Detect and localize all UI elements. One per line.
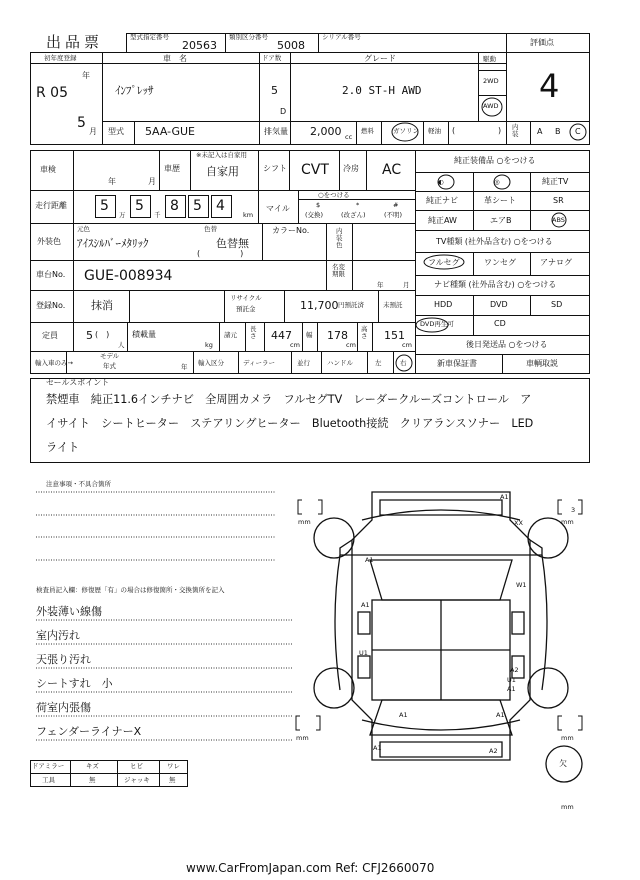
note-item-4: シートすれ 小 — [36, 677, 113, 690]
damage-mark: A1 — [500, 493, 509, 501]
damage-mark: A1 — [373, 744, 382, 752]
len-value: 447 — [271, 329, 292, 342]
reg-label: 登録No. — [36, 301, 66, 310]
doc-manual: 車輌取説 — [526, 359, 558, 368]
capacity-unit: 人 — [118, 341, 125, 349]
car-diagram — [335, 492, 547, 760]
equip-navi: 純正ナビ — [426, 196, 458, 205]
fuel-label: 燃料 — [361, 127, 374, 135]
handle-right: 右 — [400, 359, 407, 367]
interior-color-label: 内装色 — [336, 227, 343, 250]
color-change-paren: ( ) — [197, 249, 244, 258]
navi-dvd-play: DVD再生可 — [420, 320, 454, 328]
navi-title: ナビ種類 (社外品含む) ○をつける — [434, 280, 557, 289]
color-no-label: カラーNo. — [272, 226, 310, 235]
displacement-value: 2,000 — [310, 125, 342, 138]
mm-label: mm — [561, 803, 574, 811]
mileage-sen: 千 — [154, 211, 161, 219]
mileage-man: 万 — [119, 211, 126, 219]
interior-c: C — [575, 127, 581, 136]
import-parallel: 並行 — [297, 359, 310, 367]
mile-swap-txt: (交換) — [305, 211, 324, 219]
drive-2wd: 2WD — [483, 77, 499, 85]
name-change-label: 名変期限 — [332, 263, 345, 279]
tools-value-1: 工具 — [42, 776, 55, 784]
tv-analog: アナログ — [540, 258, 572, 267]
import-label: 輸入車のみ→ — [35, 359, 73, 367]
history-note: ※未記入は自家用 — [196, 151, 247, 159]
type-cert-label: 型式指定番号 — [130, 33, 169, 41]
shift-label: シフト — [263, 164, 287, 173]
doc-warranty: 新車保証書 — [437, 359, 477, 368]
equip-airbag: エアB — [490, 216, 512, 225]
ac-label: 冷房 — [343, 164, 359, 173]
mileage-unit: km — [243, 211, 254, 219]
type-cert-value: 20563 — [182, 39, 217, 52]
ac-value: AC — [382, 162, 402, 178]
damage-mark: U1 — [507, 676, 516, 684]
color-tone-label: 色替 — [204, 225, 217, 233]
mm-label: mm — [298, 518, 311, 526]
tv-oneseg: ワンセグ — [484, 258, 516, 267]
eval-score: 4 — [539, 67, 560, 105]
model-year-unit: 年 — [181, 363, 188, 371]
caution-label: 注意事項・不具合箇所 — [46, 480, 111, 488]
recycle-paid: 円預託済 — [338, 301, 364, 309]
handle-label: ハンドル — [327, 359, 353, 367]
model-value: 5AA-GUE — [145, 125, 196, 138]
door-value: 5 — [271, 84, 278, 97]
damage-mark: W1 — [516, 581, 527, 589]
hei-unit: cm — [402, 341, 412, 349]
fuel-gas: ガソリン — [393, 127, 419, 135]
capacity-value: 5 — [86, 329, 93, 342]
shaken-year: 年 — [108, 177, 116, 186]
tools-value-4: 無 — [169, 776, 176, 784]
tv-title: TV種類 (社外品含む) ○をつける — [436, 237, 553, 246]
interior-b: B — [555, 127, 561, 136]
note-item-1: 外装薄い線傷 — [36, 605, 102, 618]
equip-sr: SR — [553, 196, 564, 205]
equip-leather-icon: ◎ — [494, 178, 500, 186]
history-label: 車歴 — [164, 164, 180, 173]
drive-awd: AWD — [483, 102, 499, 110]
color-orig-label: 元色 — [77, 225, 90, 233]
displacement-unit: cc — [345, 133, 353, 141]
tv-fullseg: フルセグ — [428, 258, 460, 267]
recycle-value: 11,700 — [300, 299, 339, 312]
equip-tv: 純正TV — [542, 177, 569, 186]
fuel-diesel: 軽油 — [428, 127, 441, 135]
recycle-label-2: 預託金 — [236, 305, 256, 313]
name-change-year: 年 — [377, 281, 384, 289]
reg-value: 抹消 — [91, 299, 113, 312]
hei-label: 高さ — [361, 325, 368, 341]
damage-mark: A2 — [510, 666, 519, 674]
equip-aw: 純正AW — [428, 216, 457, 225]
mile-unknown-txt: (不明) — [384, 211, 403, 219]
mile-swap-sym: $ — [316, 201, 321, 209]
later-docs-title: 後日発送品 ○をつける — [466, 340, 548, 349]
tools-header-3: ヒビ — [130, 762, 143, 770]
dims-label: 諸元 — [224, 331, 237, 339]
navi-dvd: DVD — [490, 300, 508, 309]
recycle-label-1: リサイクル — [230, 294, 262, 302]
load-label: 積載量 — [132, 330, 156, 339]
navi-sd: SD — [551, 300, 563, 309]
capacity-label: 定員 — [42, 331, 58, 340]
tools-header-4: ワレ — [167, 762, 180, 770]
tire-note: 3 — [571, 506, 576, 514]
equip-abs: ABS — [552, 216, 565, 224]
month-unit: 月 — [89, 127, 97, 136]
chassis-label: 車台No. — [36, 270, 66, 279]
serial-label: シリアル番号 — [322, 33, 361, 41]
year-unit: 年 — [82, 71, 90, 80]
car-name: ｲﾝﾌﾟﾚｯｻ — [115, 84, 154, 97]
mile-tamper-txt: (改ざん) — [341, 211, 366, 219]
note-item-3: 天張り汚れ — [36, 653, 91, 666]
navi-cd: CD — [494, 319, 506, 328]
shaken-month: 月 — [148, 177, 156, 186]
wid-unit: cm — [346, 341, 356, 349]
wid-value: 178 — [327, 329, 348, 342]
equip-title: 純正装備品 ○をつける — [454, 156, 536, 165]
len-unit: cm — [290, 341, 300, 349]
sales-line-2: イサイト シートヒーター ステアリングヒーター Bluetooth接続 クリアランスソナー LED — [46, 417, 534, 430]
category-label: 類別区分番号 — [229, 33, 268, 41]
damage-mark: XX — [514, 519, 523, 527]
damage-mark: A1 — [507, 685, 516, 693]
tools-value-3: ジャッキ — [124, 776, 150, 784]
note-item-5: 荷室内張傷 — [36, 701, 91, 714]
history-value: 自家用 — [206, 165, 239, 178]
first-reg-era: R 05 — [36, 85, 68, 101]
damage-mark: A1 — [496, 711, 505, 719]
interior-a: A — [537, 127, 543, 136]
footer-watermark: www.CarFromJapan.com Ref: CFJ2660070 — [186, 861, 435, 875]
sales-label: セールスポイント — [46, 378, 110, 387]
form-title: 出品票 — [46, 33, 104, 51]
capacity-paren: ( ) — [95, 330, 110, 339]
damage-mark: A1 — [399, 711, 408, 719]
sales-line-1: 禁煙車 純正11.6インチナビ 全周囲カメラ フルセグTV レーダークルーズコントロール ア — [46, 393, 532, 406]
color-label: 外装色 — [37, 237, 61, 246]
shaken-label: 車検 — [40, 165, 56, 174]
navi-hdd: HDD — [434, 300, 453, 309]
first-reg-month: 5 — [77, 115, 86, 131]
name-change-month: 月 — [403, 281, 410, 289]
import-type-label: 輸入区分 — [198, 359, 224, 367]
fuel-other-close: ) — [498, 126, 502, 135]
category-value: 5008 — [277, 39, 305, 52]
damage-mark: A2 — [489, 747, 498, 755]
model-year-label-2: 年式 — [103, 362, 116, 370]
tools-header-1: ドアミラー — [32, 762, 65, 770]
model-label: 型式 — [108, 127, 124, 136]
equip-sunroof-icon: ◐ — [438, 178, 444, 186]
mileage-digit-1: 5 — [100, 198, 109, 214]
inspector-label: 検査員記入欄：修復歴「有」の場合は修復箇所・交換箇所を記入 — [36, 586, 225, 594]
len-label: 長さ — [250, 325, 257, 341]
tools-value-2: 無 — [89, 776, 96, 784]
mm-label: mm — [561, 734, 574, 742]
color-value: ｱｲｽｼﾙﾊﾞｰﾒﾀﾘｯｸ — [77, 237, 149, 250]
damage-mark: A1 — [361, 601, 370, 609]
eval-label: 評価点 — [530, 38, 554, 47]
mm-label: mm — [296, 734, 309, 742]
chassis-value: GUE-008934 — [84, 268, 173, 284]
drive-label: 駆動 — [483, 55, 496, 63]
model-year-label-1: モデル — [100, 352, 120, 360]
mileage-digit-2: 5 — [135, 198, 144, 214]
mileage-digit-3: 8 — [170, 198, 179, 214]
handle-left: 左 — [375, 359, 382, 367]
import-dealer: ディーラー — [243, 359, 275, 367]
damage-mark: U1 — [359, 649, 368, 657]
load-unit: kg — [205, 341, 213, 349]
fuel-other-open: ( — [452, 126, 456, 135]
mile-note: ○をつける — [318, 191, 350, 199]
note-item-6: フェンダーライナーX — [36, 725, 142, 738]
mileage-digit-4: 5 — [193, 198, 202, 214]
spare-tire-missing: 欠 — [559, 759, 567, 768]
mileage-label: 走行距離 — [35, 201, 67, 210]
note-item-2: 室内汚れ — [36, 629, 80, 642]
mileage-digit-5: 4 — [216, 198, 225, 214]
equip-leather: 革シート — [484, 196, 516, 205]
grade-value: 2.0 ST-H AWD — [342, 84, 422, 97]
mm-label: mm — [561, 518, 574, 526]
tools-header-2: キズ — [86, 762, 99, 770]
sales-line-3: ライト — [46, 441, 80, 454]
hei-value: 151 — [384, 329, 405, 342]
color-change: 色替無 — [216, 237, 249, 250]
door-label: ドア数 — [262, 54, 282, 62]
grade-label: グレード — [364, 54, 396, 63]
interior-label: 内装 — [512, 123, 519, 138]
shift-value: CVT — [301, 162, 329, 178]
wid-label: 幅 — [306, 331, 313, 339]
door-d: D — [280, 107, 287, 116]
displacement-label: 排気量 — [264, 127, 288, 136]
recycle-unpaid: 未預託 — [383, 301, 403, 309]
damage-mark: A1 — [365, 556, 374, 564]
mile-label: マイル — [266, 204, 290, 213]
mile-tamper-sym: * — [356, 201, 360, 209]
mile-unknown-sym: # — [393, 201, 399, 209]
first-reg-label: 初年度登録 — [44, 54, 77, 62]
car-name-label: 車 名 — [163, 54, 187, 63]
